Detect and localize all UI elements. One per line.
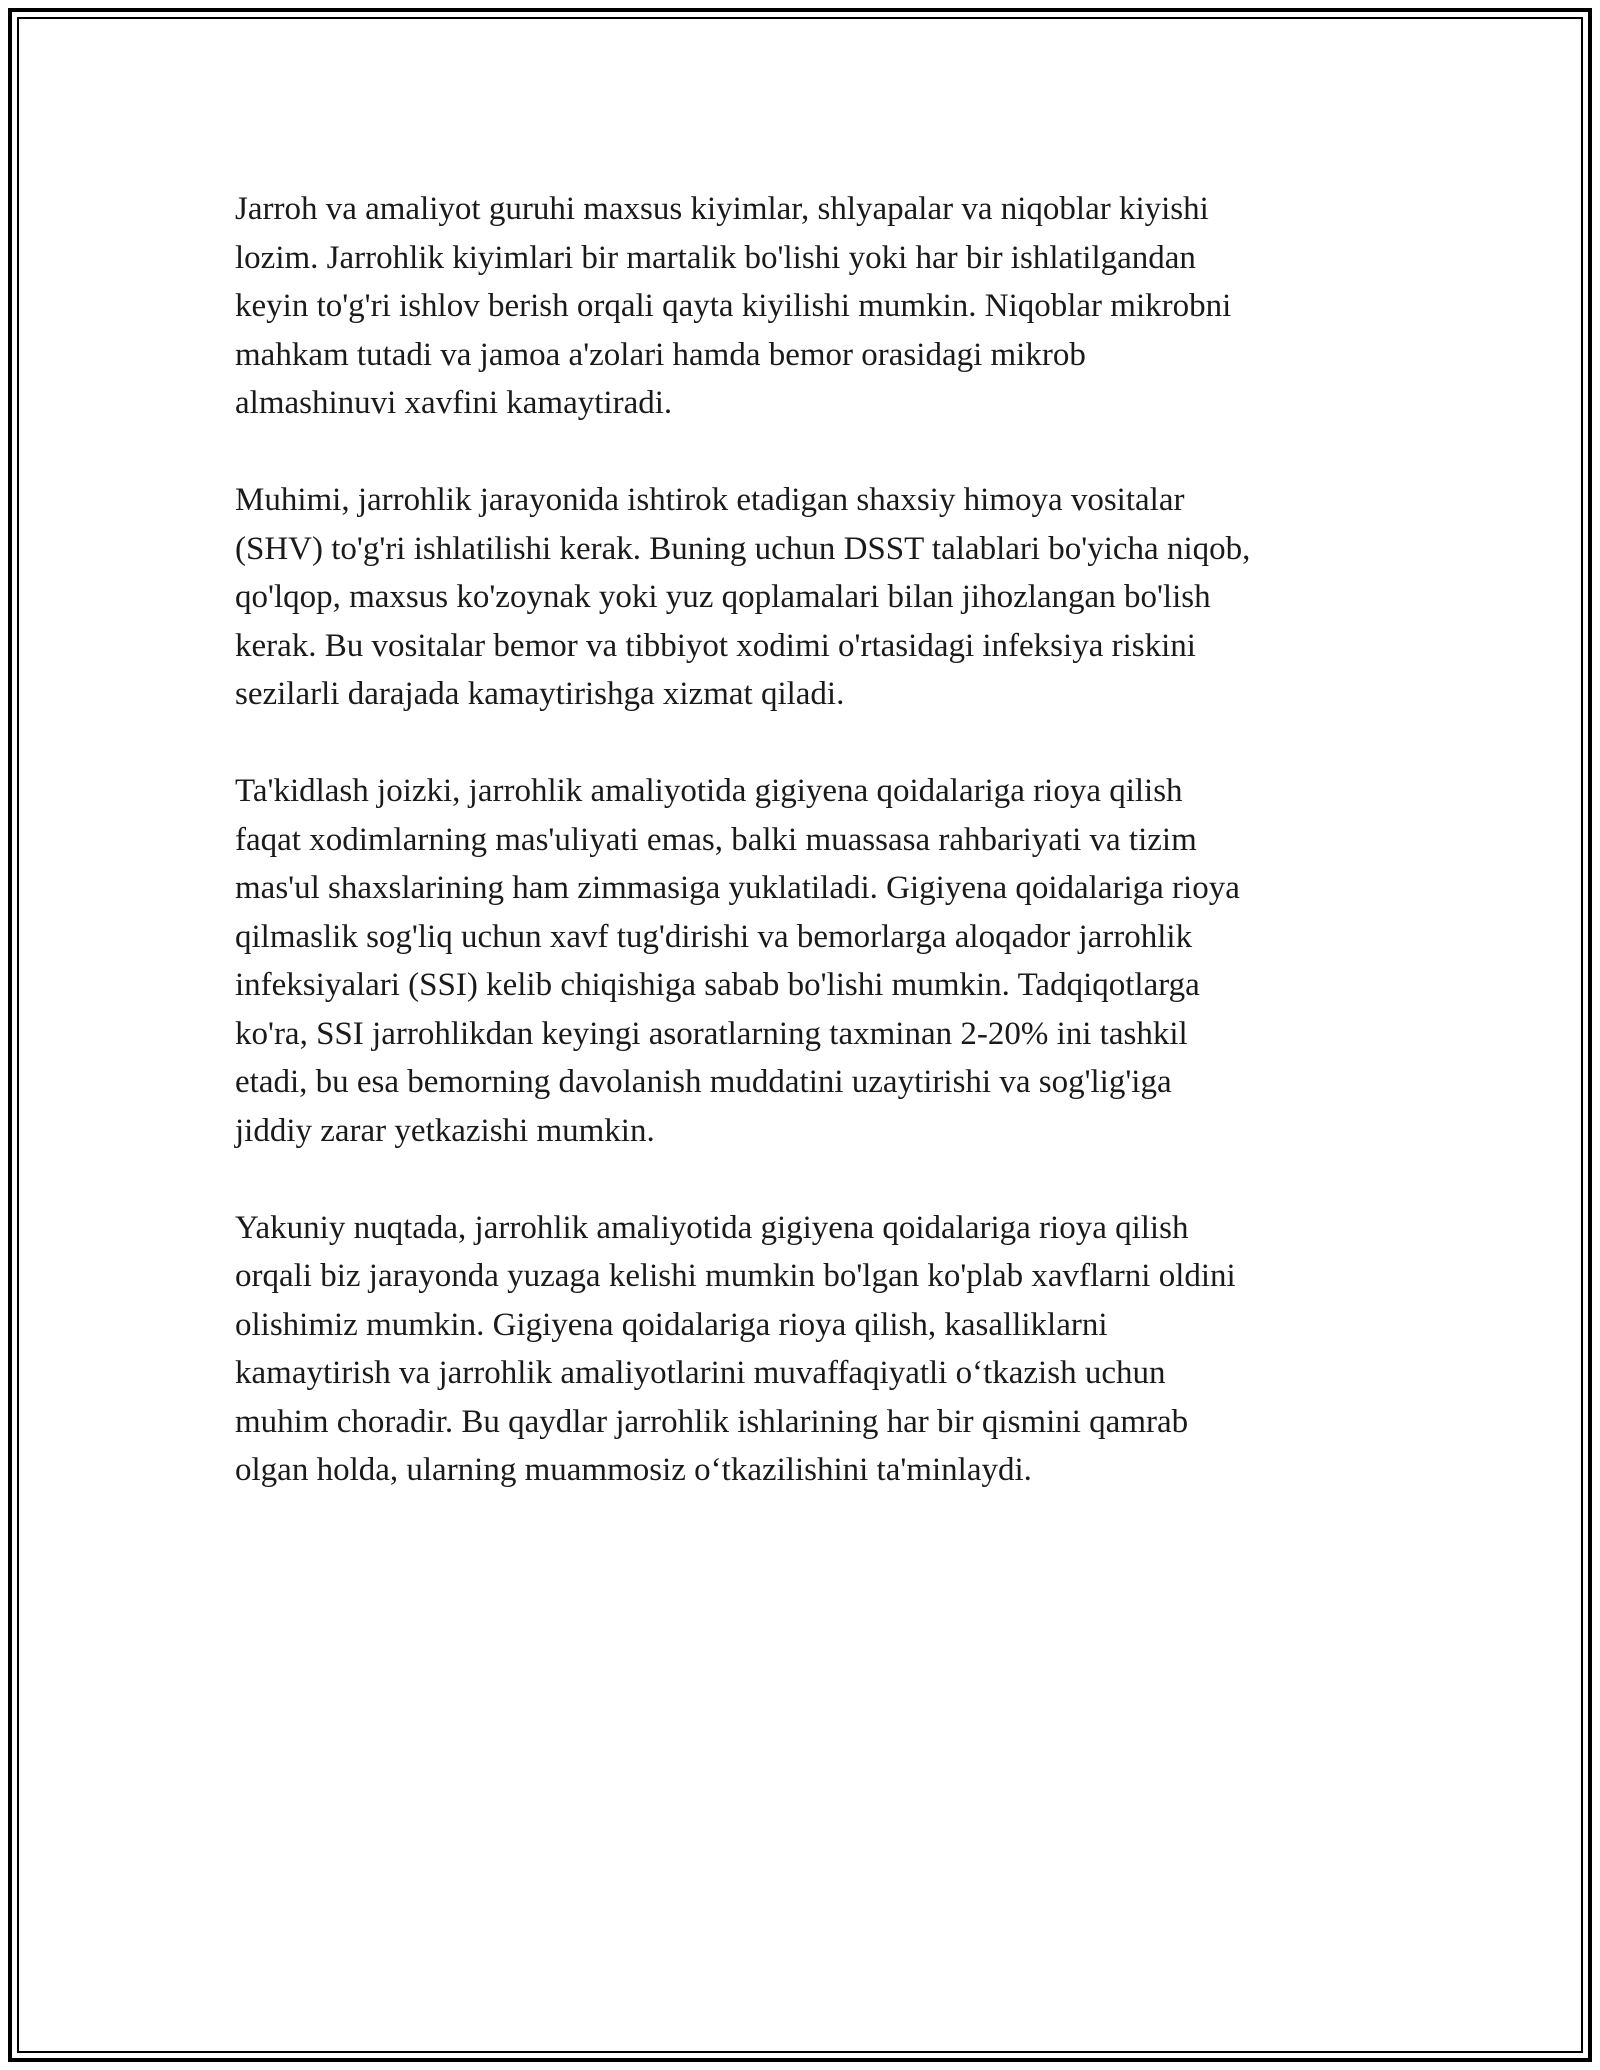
text-line: qo'lqop, maxsus ko'zoynak yoki yuz qoplamalari bilan jihozlangan bo'lish — [235, 579, 1211, 615]
paragraph-4 — [235, 1204, 1385, 1495]
text-line: Ta'kidlash joizki, jarrohlik amaliyotida gigiyena qoidalariga rioya qilish — [235, 773, 1183, 809]
text-line: infeksiyalari (SSI) kelib chiqishiga sabab bo'lishi mumkin. Tadqiqotlarga — [235, 967, 1200, 1003]
paragraph-2 — [235, 476, 1385, 719]
text-line: orqali biz jarayonda yuzaga kelishi mumkin bo'lgan ko'plab xavflarni oldini — [235, 1258, 1236, 1294]
text-line: jiddiy zarar yetkazishi mumkin. — [235, 1112, 655, 1149]
text-line: muhim choradir. Bu qaydlar jarrohlik ishlarining har bir qismini qamrab — [235, 1403, 1189, 1440]
text-line: keyin to'g'ri ishlov berish orqali qayta kiyilishi mumkin. Niqoblar mikrobni — [235, 288, 1232, 324]
paragraph-1 — [235, 185, 1385, 428]
text-line: Jarroh va amaliyot guruhi maxsus kiyimlar, shlyapalar va niqoblar kiyishi — [235, 191, 1209, 227]
text-line: sezilarli darajada kamaytirishga xizmat qiladi. — [235, 676, 845, 712]
document-body — [235, 185, 1385, 1543]
text-line: mas'ul shaxslarining ham zimmasiga yuklatiladi. Gigiyena qoidalariga rioya — [235, 870, 1240, 906]
text-line: (SHV) to'g'ri ishlatilishi kerak. Buning uchun DSST talablari bo'yicha niqob, — [235, 530, 1251, 567]
text-line: kamaytirish va jarrohlik amaliyotlarini muvaffaqiyatli o‘tkazish uchun — [235, 1355, 1166, 1391]
text-line: lozim. Jarrohlik kiyimlari bir martalik bo'lishi yoki har bir ishlatilgandan — [235, 239, 1196, 276]
text-line: mahkam tutadi va jamoa a'zolari hamda bemor orasidagi mikrob — [235, 336, 1086, 373]
text-line: kerak. Bu vositalar bemor va tibbiyot xodimi o'rtasidagi infeksiya riskini — [235, 627, 1196, 664]
text-line: olgan holda, ularning muammosiz o‘tkazilishini ta'minlaydi. — [235, 1452, 1032, 1488]
paragraph-3 — [235, 767, 1385, 1155]
text-line: qilmaslik sog'liq uchun xavf tug'dirishi va bemorlarga aloqador jarrohlik — [235, 918, 1193, 955]
text-line: ko'ra, SSI jarrohlikdan keyingi asoratlarning taxminan 2-20% ini tashkil — [235, 1015, 1188, 1052]
text-line: Muhimi, jarrohlik jarayonida ishtirok etadigan shaxsiy himoya vositalar — [235, 482, 1185, 518]
text-line: etadi, bu esa bemorning davolanish muddatini uzaytirishi va sog'lig'iga — [235, 1064, 1172, 1100]
text-line: almashinuvi xavfini kamaytiradi. — [235, 385, 673, 421]
text-line: Yakuniy nuqtada, jarrohlik amaliyotida gigiyena qoidalariga rioya qilish — [235, 1209, 1189, 1246]
text-line: faqat xodimlarning mas'uliyati emas, balki muassasa rahbariyati va tizim — [235, 821, 1197, 858]
text-line: olishimiz mumkin. Gigiyena qoidalariga rioya qilish, kasalliklarni — [235, 1306, 1108, 1343]
